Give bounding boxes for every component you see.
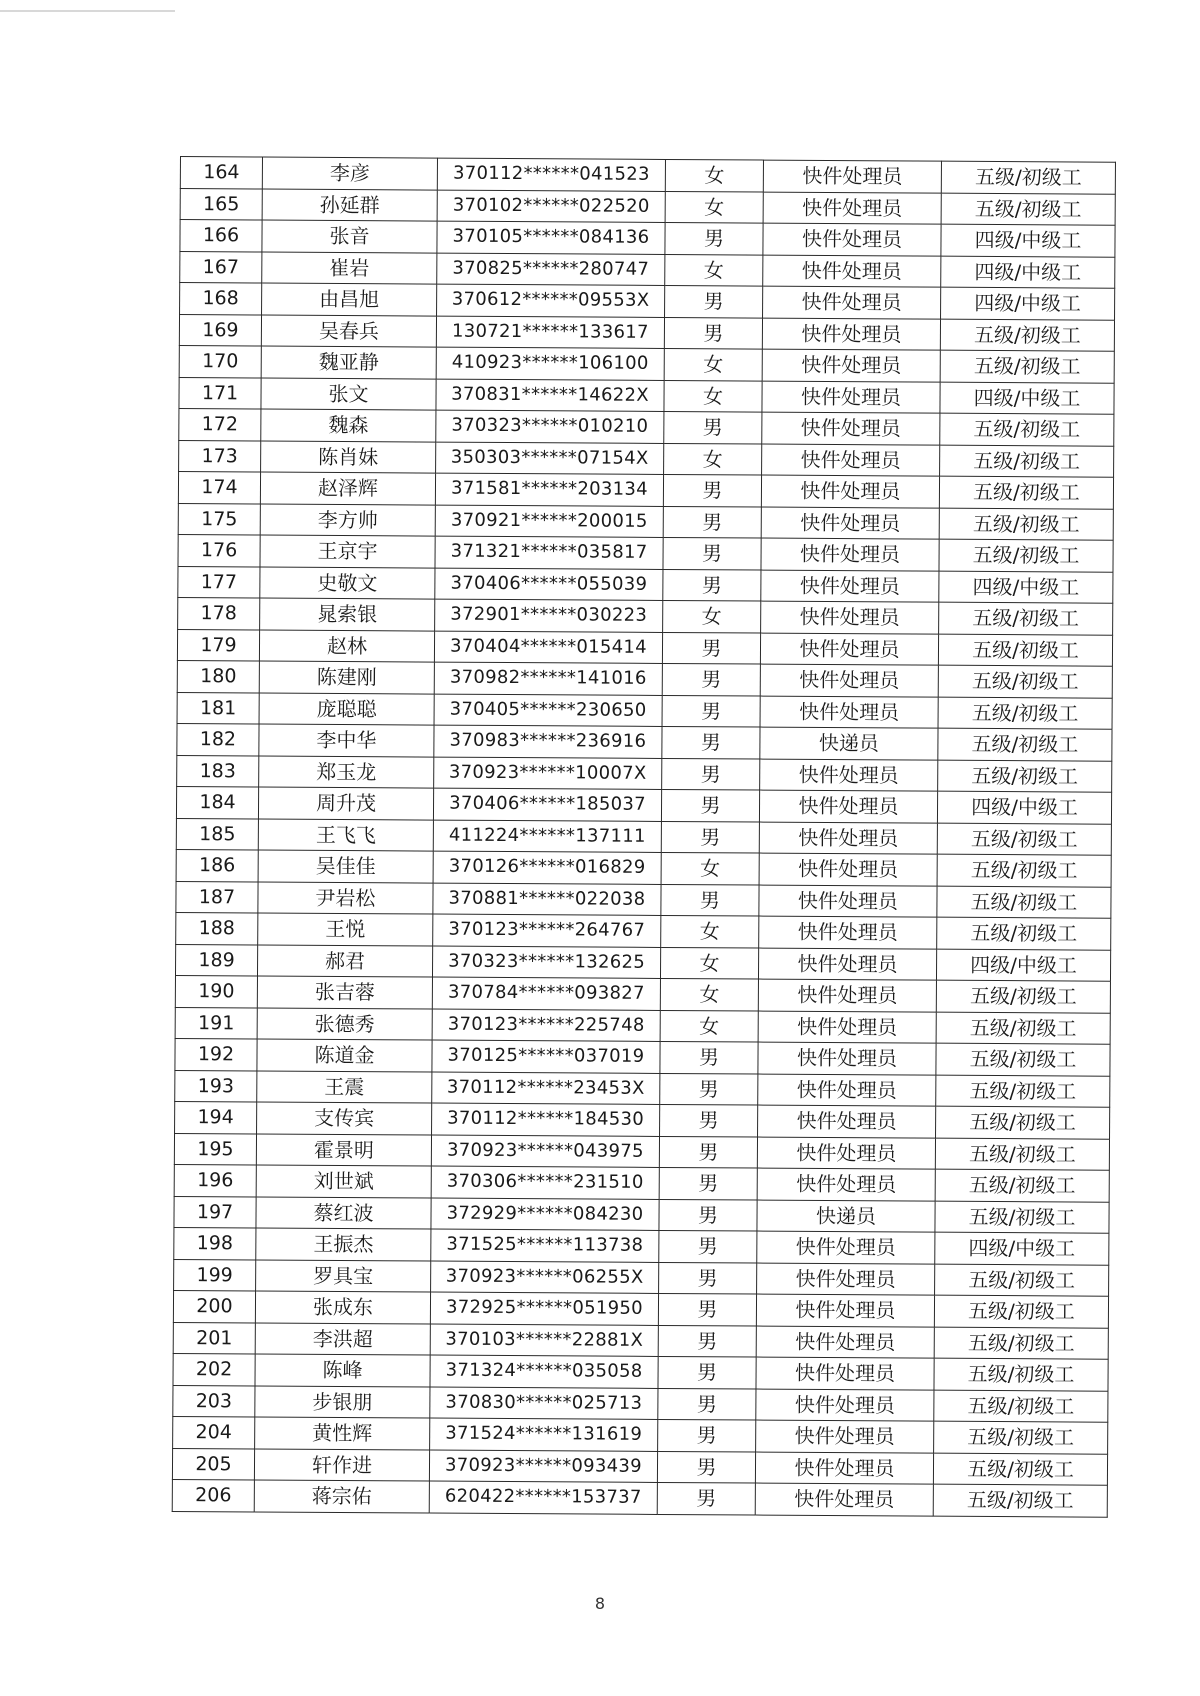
person-name-cell: 步银朋: [255, 1385, 430, 1418]
id-number-cell: 371581******203134: [435, 473, 663, 506]
id-number-cell: 370825******280747: [437, 253, 665, 286]
occupation-cell: 快件处理员: [761, 601, 939, 634]
row-index-cell: 200: [173, 1290, 255, 1322]
skill-level-cell: 五级/初级工: [938, 760, 1112, 793]
gender-cell: 男: [659, 1136, 757, 1168]
id-number-cell: 370112******184530: [432, 1103, 660, 1136]
skill-level-cell: 五级/初级工: [934, 1295, 1108, 1328]
id-number-cell: 370784******093827: [432, 977, 660, 1010]
gender-cell: 男: [657, 1451, 755, 1483]
id-number-cell: 370612******09553X: [437, 284, 665, 317]
occupation-cell: 快递员: [760, 727, 938, 760]
occupation-cell: 快件处理员: [756, 1420, 934, 1453]
occupation-cell: 快件处理员: [756, 1389, 934, 1422]
person-name-cell: 陈肖妹: [261, 440, 436, 473]
id-number-cell: 370923******043975: [431, 1135, 659, 1168]
row-index-cell: 204: [173, 1416, 255, 1448]
person-name-cell: 王震: [257, 1070, 432, 1103]
occupation-cell: 快件处理员: [757, 1168, 935, 1201]
id-number-cell: 370112******041523: [437, 158, 665, 191]
occupation-cell: 快件处理员: [759, 790, 937, 823]
skill-level-cell: 五级/初级工: [936, 1075, 1110, 1108]
id-number-cell: 370406******055039: [435, 568, 663, 601]
skill-level-cell: 五级/初级工: [941, 193, 1115, 226]
row-index-cell: 170: [179, 345, 261, 377]
skill-level-cell: 五级/初级工: [940, 445, 1114, 478]
row-index-cell: 164: [180, 157, 262, 189]
gender-cell: 女: [665, 191, 763, 223]
gender-cell: 男: [663, 537, 761, 569]
person-name-cell: 王京宇: [260, 535, 435, 568]
occupation-cell: 快件处理员: [760, 696, 938, 729]
id-number-cell: 370123******225748: [432, 1009, 660, 1042]
occupation-cell: 快件处理员: [758, 1074, 936, 1107]
id-number-cell: 370921******200015: [435, 505, 663, 538]
skill-level-cell: 五级/初级工: [935, 1201, 1109, 1234]
occupation-cell: 快件处理员: [762, 381, 940, 414]
row-index-cell: 197: [174, 1196, 256, 1228]
id-number-cell: 370923******06255X: [431, 1261, 659, 1294]
occupation-cell: 快件处理员: [758, 1105, 936, 1138]
person-name-cell: 黄性辉: [255, 1417, 430, 1450]
id-number-cell: 370112******23453X: [432, 1072, 660, 1105]
person-name-cell: 张吉蓉: [257, 976, 432, 1009]
skill-level-cell: 五级/初级工: [936, 980, 1110, 1013]
person-name-cell: 陈建刚: [259, 661, 434, 694]
row-index-cell: 177: [178, 566, 260, 598]
gender-cell: 女: [660, 1010, 758, 1042]
id-number-cell: 370830******025713: [430, 1387, 658, 1420]
row-index-cell: 187: [176, 881, 258, 913]
skill-level-cell: 四级/中级工: [941, 224, 1115, 257]
id-number-cell: 370982******141016: [434, 662, 662, 695]
occupation-cell: 快件处理员: [758, 1042, 936, 1075]
person-name-cell: 赵林: [259, 629, 434, 662]
id-number-cell: 350303******07154X: [436, 442, 664, 475]
id-number-cell: 370831******14622X: [436, 379, 664, 412]
id-number-cell: 370323******132625: [432, 946, 660, 979]
skill-level-cell: 五级/初级工: [935, 1264, 1109, 1297]
person-name-cell: 崔岩: [262, 252, 437, 285]
gender-cell: 女: [660, 978, 758, 1010]
gender-cell: 男: [663, 506, 761, 538]
person-name-cell: 庞聪聪: [259, 692, 434, 725]
page-number: 8: [594, 1594, 606, 1613]
occupation-cell: 快件处理员: [759, 885, 937, 918]
row-index-cell: 179: [177, 629, 259, 661]
occupation-cell: 快件处理员: [757, 1137, 935, 1170]
skill-level-cell: 五级/初级工: [936, 1106, 1110, 1139]
row-index-cell: 183: [177, 755, 259, 787]
row-index-cell: 196: [174, 1164, 256, 1196]
occupation-cell: 快件处理员: [763, 160, 941, 193]
person-name-cell: 刘世斌: [256, 1165, 431, 1198]
id-number-cell: 371525******113738: [431, 1229, 659, 1262]
gender-cell: 男: [661, 789, 759, 821]
gender-cell: 男: [660, 1041, 758, 1073]
occupation-cell: 快件处理员: [761, 507, 939, 540]
row-index-cell: 181: [177, 692, 259, 724]
row-index-cell: 168: [180, 283, 262, 315]
gender-cell: 男: [661, 884, 759, 916]
row-index-cell: 198: [174, 1227, 256, 1259]
row-index-cell: 175: [178, 503, 260, 535]
gender-cell: 男: [664, 317, 762, 349]
occupation-cell: 快件处理员: [756, 1326, 934, 1359]
occupation-cell: 快件处理员: [757, 1263, 935, 1296]
id-number-cell: 130721******133617: [436, 316, 664, 349]
skill-level-cell: 四级/中级工: [935, 1232, 1109, 1265]
occupation-cell: 快件处理员: [760, 633, 938, 666]
row-index-cell: 195: [174, 1133, 256, 1165]
occupation-cell: 快件处理员: [761, 570, 939, 603]
occupation-cell: 快件处理员: [760, 759, 938, 792]
person-name-cell: 由昌旭: [262, 283, 437, 316]
gender-cell: 女: [664, 443, 762, 475]
id-number-cell: 370123******264767: [433, 914, 661, 947]
gender-cell: 男: [657, 1482, 755, 1514]
skill-level-cell: 五级/初级工: [940, 319, 1114, 352]
gender-cell: 男: [661, 821, 759, 853]
person-name-cell: 魏森: [261, 409, 436, 442]
occupation-cell: 快递员: [757, 1200, 935, 1233]
id-number-cell: 370406******185037: [433, 788, 661, 821]
row-index-cell: 188: [176, 912, 258, 944]
row-index-cell: 194: [175, 1101, 257, 1133]
row-index-cell: 202: [173, 1353, 255, 1385]
person-name-cell: 支传宾: [257, 1102, 432, 1135]
person-name-cell: 王飞飞: [258, 818, 433, 851]
skill-level-cell: 五级/初级工: [940, 413, 1114, 446]
occupation-cell: 快件处理员: [760, 664, 938, 697]
skill-level-cell: 四级/中级工: [936, 949, 1110, 982]
person-name-cell: 蔡红波: [256, 1196, 431, 1229]
gender-cell: 男: [662, 726, 760, 758]
skill-level-cell: 四级/中级工: [941, 287, 1115, 320]
skill-level-cell: 五级/初级工: [940, 350, 1114, 383]
skill-level-cell: 五级/初级工: [941, 161, 1115, 194]
skill-level-cell: 五级/初级工: [938, 665, 1112, 698]
person-name-cell: 史敬文: [260, 566, 435, 599]
occupation-cell: 快件处理员: [758, 1011, 936, 1044]
occupation-cell: 快件处理员: [759, 853, 937, 886]
id-number-cell: 370923******10007X: [434, 757, 662, 790]
skill-level-cell: 五级/初级工: [937, 886, 1111, 919]
skill-level-cell: 四级/中级工: [941, 256, 1115, 289]
id-number-cell: 371321******035817: [435, 536, 663, 569]
id-number-cell: 370405******230650: [434, 694, 662, 727]
row-index-cell: 191: [175, 1007, 257, 1039]
row-index-cell: 167: [180, 251, 262, 283]
gender-cell: 男: [662, 758, 760, 790]
row-index-cell: 185: [176, 818, 258, 850]
person-name-cell: 罗具宝: [256, 1259, 431, 1292]
gender-cell: 男: [658, 1419, 756, 1451]
person-name-cell: 晁索银: [260, 598, 435, 631]
skill-level-cell: 五级/初级工: [934, 1358, 1108, 1391]
row-index-cell: 173: [179, 440, 261, 472]
person-name-cell: 轩作进: [254, 1448, 429, 1481]
skill-level-cell: 五级/初级工: [933, 1453, 1107, 1486]
skill-level-cell: 五级/初级工: [937, 917, 1111, 950]
person-name-cell: 张德秀: [257, 1007, 432, 1040]
id-number-cell: 370306******231510: [431, 1166, 659, 1199]
occupation-cell: 快件处理员: [763, 192, 941, 225]
person-name-cell: 郝君: [257, 944, 432, 977]
row-index-cell: 206: [172, 1479, 254, 1511]
skill-level-cell: 五级/初级工: [938, 697, 1112, 730]
gender-cell: 女: [664, 380, 762, 412]
gender-cell: 男: [665, 285, 763, 317]
occupation-cell: 快件处理员: [759, 916, 937, 949]
occupation-cell: 快件处理员: [763, 255, 941, 288]
id-number-cell: 410923******106100: [436, 347, 664, 380]
person-name-cell: 霍景明: [256, 1133, 431, 1166]
occupation-cell: 快件处理员: [755, 1483, 933, 1516]
person-name-cell: 李洪超: [255, 1322, 430, 1355]
gender-cell: 女: [665, 254, 763, 286]
gender-cell: 女: [661, 852, 759, 884]
gender-cell: 男: [658, 1293, 756, 1325]
person-name-cell: 李中华: [259, 724, 434, 757]
gender-cell: 男: [660, 1104, 758, 1136]
skill-level-cell: 五级/初级工: [939, 539, 1113, 572]
skill-level-cell: 五级/初级工: [933, 1484, 1107, 1517]
skill-level-cell: 四级/中级工: [937, 791, 1111, 824]
gender-cell: 女: [660, 947, 758, 979]
occupation-cell: 快件处理员: [762, 349, 940, 382]
row-index-cell: 172: [179, 408, 261, 440]
skill-level-cell: 五级/初级工: [936, 1043, 1110, 1076]
skill-level-cell: 五级/初级工: [935, 1169, 1109, 1202]
person-name-cell: 张文: [261, 377, 436, 410]
person-name-cell: 李彦: [262, 157, 437, 190]
person-name-cell: 魏亚静: [261, 346, 436, 379]
skill-level-cell: 五级/初级工: [938, 634, 1112, 667]
skill-level-cell: 五级/初级工: [937, 823, 1111, 856]
id-number-cell: 370105******084136: [437, 221, 665, 254]
occupation-cell: 快件处理员: [756, 1357, 934, 1390]
occupation-cell: 快件处理员: [755, 1452, 933, 1485]
id-number-cell: 370126******016829: [433, 851, 661, 884]
id-number-cell: 370125******037019: [432, 1040, 660, 1073]
occupation-cell: 快件处理员: [758, 948, 936, 981]
person-name-cell: 尹岩松: [258, 881, 433, 914]
skill-level-cell: 四级/中级工: [940, 382, 1114, 415]
gender-cell: 男: [662, 663, 760, 695]
id-number-cell: 370404******015414: [434, 631, 662, 664]
person-name-cell: 陈道金: [257, 1039, 432, 1072]
person-name-cell: 吴春兵: [261, 315, 436, 348]
occupation-cell: 快件处理员: [759, 822, 937, 855]
gender-cell: 男: [658, 1388, 756, 1420]
skill-level-cell: 五级/初级工: [934, 1327, 1108, 1360]
row-index-cell: 176: [178, 534, 260, 566]
row-index-cell: 186: [176, 849, 258, 881]
occupation-cell: 快件处理员: [756, 1294, 934, 1327]
row-index-cell: 193: [175, 1070, 257, 1102]
gender-cell: 男: [659, 1199, 757, 1231]
person-name-cell: 王振杰: [256, 1228, 431, 1261]
person-name-cell: 孙延群: [262, 189, 437, 222]
row-index-cell: 205: [172, 1448, 254, 1480]
gender-cell: 女: [661, 915, 759, 947]
gender-cell: 男: [662, 632, 760, 664]
skill-level-cell: 五级/初级工: [934, 1390, 1108, 1423]
id-number-cell: 370323******010210: [436, 410, 664, 443]
person-name-cell: 张音: [262, 220, 437, 253]
gender-cell: 女: [663, 600, 761, 632]
id-number-cell: 372925******051950: [430, 1292, 658, 1325]
skill-level-cell: 五级/初级工: [936, 1012, 1110, 1045]
gender-cell: 男: [662, 695, 760, 727]
gender-cell: 男: [658, 1325, 756, 1357]
row-index-cell: 178: [178, 597, 260, 629]
gender-cell: 男: [663, 569, 761, 601]
row-index-cell: 180: [177, 660, 259, 692]
id-number-cell: 371524******131619: [430, 1418, 658, 1451]
gender-cell: 男: [658, 1356, 756, 1388]
row-index-cell: 190: [175, 975, 257, 1007]
id-number-cell: 372901******030223: [435, 599, 663, 632]
roster-body: [172, 157, 1115, 1517]
id-number-cell: 370983******236916: [434, 725, 662, 758]
skill-level-cell: 五级/初级工: [938, 728, 1112, 761]
id-number-cell: 370102******022520: [437, 190, 665, 223]
gender-cell: 女: [665, 159, 763, 191]
gender-cell: 男: [659, 1230, 757, 1262]
row-index-cell: 203: [173, 1385, 255, 1417]
occupation-cell: 快件处理员: [761, 475, 939, 508]
occupation-cell: 快件处理员: [758, 979, 936, 1012]
occupation-cell: 快件处理员: [757, 1231, 935, 1264]
person-name-cell: 赵泽辉: [260, 472, 435, 505]
gender-cell: 男: [665, 222, 763, 254]
row-index-cell: 201: [173, 1322, 255, 1354]
id-number-cell: 370103******22881X: [430, 1324, 658, 1357]
gender-cell: 男: [663, 474, 761, 506]
row-index-cell: 199: [174, 1259, 256, 1291]
id-number-cell: 372929******084230: [431, 1198, 659, 1231]
id-number-cell: 411224******137111: [433, 820, 661, 853]
gender-cell: 男: [659, 1262, 757, 1294]
person-name-cell: 李方帅: [260, 503, 435, 536]
scan-edge-mark: [0, 10, 175, 12]
row-index-cell: 182: [177, 723, 259, 755]
skill-level-cell: 五级/初级工: [934, 1421, 1108, 1454]
person-name-cell: 陈峰: [255, 1354, 430, 1387]
person-name-cell: 王悦: [258, 913, 433, 946]
gender-cell: 男: [664, 411, 762, 443]
row-index-cell: 184: [176, 786, 258, 818]
person-name-cell: 张成东: [255, 1291, 430, 1324]
row-index-cell: 166: [180, 220, 262, 252]
gender-cell: 男: [660, 1073, 758, 1105]
occupation-cell: 快件处理员: [761, 538, 939, 571]
skill-level-cell: 五级/初级工: [939, 476, 1113, 509]
occupation-cell: 快件处理员: [762, 412, 940, 445]
person-name-cell: 吴佳佳: [258, 850, 433, 883]
table-row: [172, 1479, 1107, 1516]
row-index-cell: 169: [179, 314, 261, 346]
skill-level-cell: 五级/初级工: [939, 602, 1113, 635]
row-index-cell: 189: [175, 944, 257, 976]
id-number-cell: 371324******035058: [430, 1355, 658, 1388]
person-name-cell: 郑玉龙: [259, 755, 434, 788]
person-name-cell: 蒋宗佑: [254, 1480, 429, 1513]
occupation-cell: 快件处理员: [762, 318, 940, 351]
occupation-cell: 快件处理员: [763, 223, 941, 256]
id-number-cell: 370881******022038: [433, 883, 661, 916]
row-index-cell: 174: [178, 471, 260, 503]
occupation-cell: 快件处理员: [763, 286, 941, 319]
row-index-cell: 171: [179, 377, 261, 409]
certificate-roster-table: [172, 156, 1116, 1517]
gender-cell: 女: [664, 348, 762, 380]
skill-level-cell: 五级/初级工: [939, 508, 1113, 541]
skill-level-cell: 五级/初级工: [937, 854, 1111, 887]
skill-level-cell: 五级/初级工: [935, 1138, 1109, 1171]
row-index-cell: 192: [175, 1038, 257, 1070]
gender-cell: 男: [659, 1167, 757, 1199]
skill-level-cell: 四级/中级工: [939, 571, 1113, 604]
id-number-cell: 370923******093439: [429, 1450, 657, 1483]
id-number-cell: 620422******153737: [429, 1481, 657, 1514]
row-index-cell: 165: [180, 188, 262, 220]
person-name-cell: 周升茂: [258, 787, 433, 820]
occupation-cell: 快件处理员: [762, 444, 940, 477]
